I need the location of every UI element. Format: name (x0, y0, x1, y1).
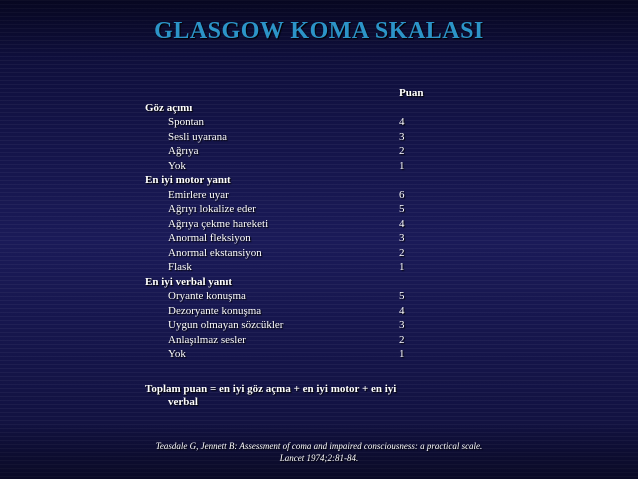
citation (100, 440, 538, 464)
score-column-header: Puan (399, 87, 424, 99)
section-title: Göz açımı (145, 101, 193, 114)
table-row (145, 188, 585, 203)
response-label: Yok (168, 348, 186, 360)
section-title: En iyi motor yanıt (145, 174, 231, 186)
response-score: 2 (399, 145, 405, 157)
table-row (145, 260, 585, 275)
response-label: Sesli uyarana (168, 130, 227, 143)
section-title: En iyi verbal yanıt (145, 275, 233, 288)
response-label: Oryante konuşma (168, 290, 246, 302)
response-score: 1 (399, 348, 405, 360)
table-row (145, 333, 585, 348)
table-row (145, 159, 585, 174)
table-row (145, 246, 585, 261)
slide-title: GLASGOW KOMA SKALASI (154, 18, 484, 44)
response-label: Dezoryante konuşma (168, 304, 262, 317)
response-score: 4 (399, 116, 405, 128)
response-score: 4 (399, 217, 405, 230)
response-score: 2 (399, 333, 405, 346)
table-row (145, 289, 585, 304)
response-label: Spontan (168, 116, 205, 128)
table-row (145, 144, 585, 159)
response-label: Yok (168, 159, 186, 172)
response-score: 3 (399, 319, 405, 331)
table-row (145, 231, 585, 246)
response-score: 1 (399, 261, 405, 273)
response-score: 5 (399, 290, 405, 302)
response-label: Ağrıya çekme hareketi (168, 217, 269, 230)
table-row (145, 115, 585, 130)
table-row (145, 304, 585, 319)
citation-line: Lancet 1974;2:81-84. (279, 453, 359, 463)
response-label: Anlaşılmaz sesler (168, 333, 246, 346)
score-header-row (145, 86, 585, 101)
response-label: Anormal ekstansiyon (168, 246, 262, 259)
total-formula-line: verbal (168, 396, 198, 408)
total-formula-line: Toplam puan = en iyi göz açma + en iyi motor + en iyi (145, 383, 397, 395)
gcs-table (145, 86, 585, 362)
table-row (145, 347, 585, 362)
response-label: Flask (168, 261, 192, 273)
table-row (145, 202, 585, 217)
response-score: 2 (399, 246, 405, 259)
response-label: Emirlere uyar (168, 188, 229, 201)
response-score: 3 (399, 232, 405, 244)
response-score: 5 (399, 203, 405, 215)
citation-line: Teasdale G, Jennett B: Assessment of coma and impaired consciousness: a practical scale. (155, 441, 483, 451)
response-score: 6 (399, 188, 405, 201)
response-score: 4 (399, 304, 405, 317)
response-score: 1 (399, 159, 405, 172)
table-row (145, 130, 585, 145)
table-row (145, 318, 585, 333)
table-row (145, 217, 585, 232)
section-motor-response (145, 173, 585, 188)
section-eye-opening (145, 101, 585, 116)
response-label: Anormal fleksiyon (168, 232, 251, 244)
response-score: 3 (399, 130, 405, 143)
total-score-formula (145, 383, 475, 409)
response-label: Uygun olmayan sözcükler (168, 319, 284, 331)
response-label: Ağrıya (168, 145, 199, 157)
section-verbal-response (145, 275, 585, 290)
response-label: Ağrıyı lokalize eder (168, 203, 256, 215)
